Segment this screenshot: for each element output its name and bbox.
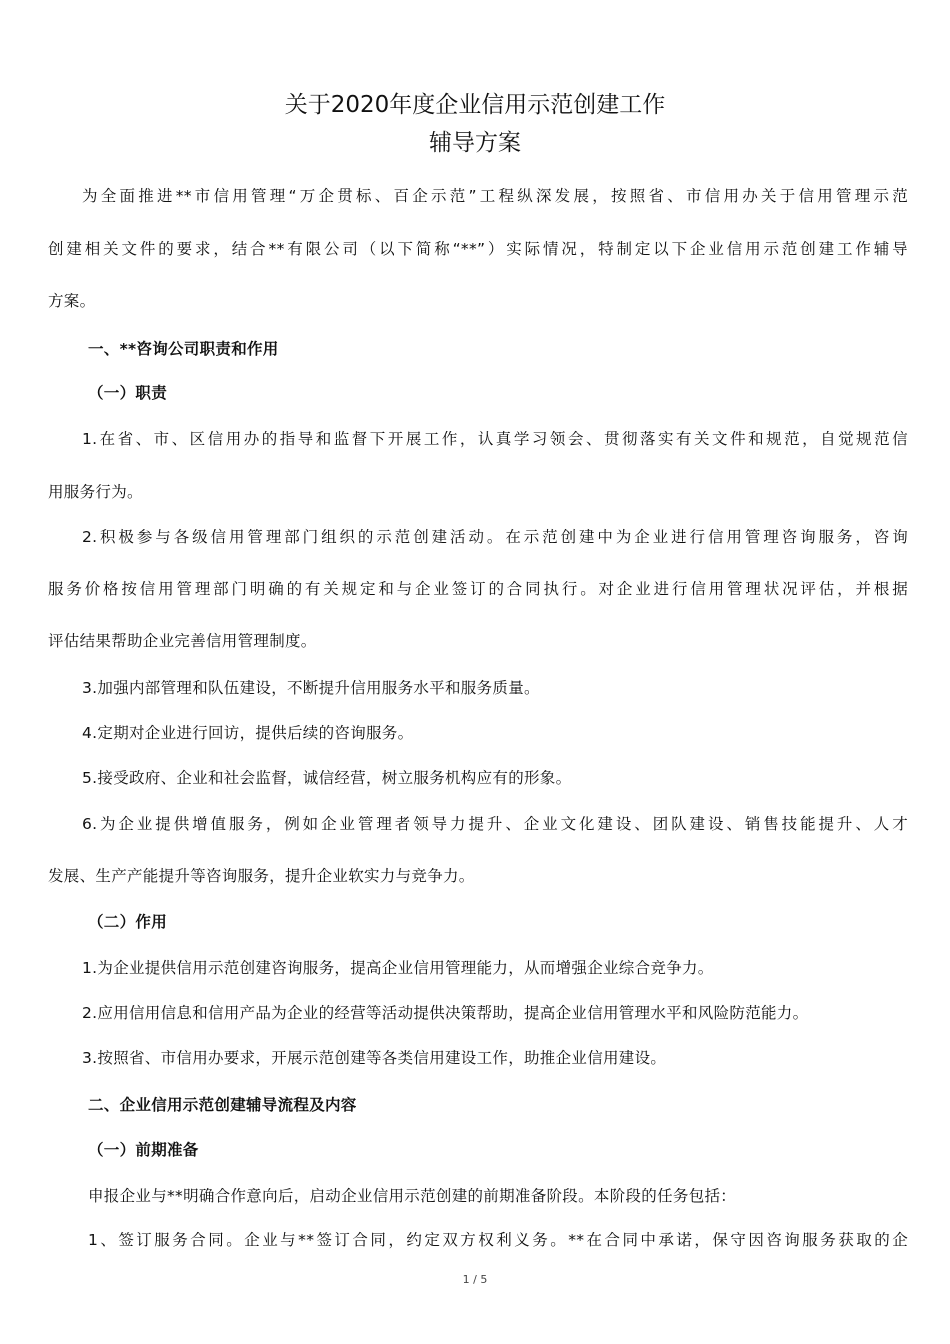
section-2-heading: 二、企业信用示范创建辅导流程及内容 bbox=[88, 1096, 357, 1114]
page-number: 1 / 5 bbox=[462, 1273, 488, 1286]
duty-item-2-line-2: 服务价格按信用管理部门明确的有关规定和与企业签订的合同执行。对企业进行信用管理状况评估，并根据 bbox=[48, 580, 908, 598]
duty-item-5: 5.接受政府、企业和社会监督，诚信经营，树立服务机构应有的形象。 bbox=[82, 769, 572, 787]
role-item-1: 1.为企业提供信用示范创建咨询服务，提高企业信用管理能力，从而增强企业综合竞争力。 bbox=[82, 959, 714, 977]
role-item-3: 3.按照省、市信用办要求，开展示范创建等各类信用建设工作，助推企业信用建设。 bbox=[82, 1049, 667, 1067]
prep-paragraph: 申报企业与**明确合作意向后，启动企业信用示范创建的前期准备阶段。本阶段的任务包括： bbox=[88, 1187, 737, 1205]
prep-item-1: 1、签订服务合同。企业与**签订合同，约定双方权利义务。**在合同中承诺，保守因咨询服务获取的企 bbox=[88, 1231, 908, 1249]
section-1-2-heading: （二）作用 bbox=[88, 913, 168, 931]
duty-item-3: 3.加强内部管理和队伍建设，不断提升信用服务水平和服务质量。 bbox=[82, 679, 540, 697]
role-item-2: 2.应用信用信息和信用产品为企业的经营等活动提供决策帮助，提高企业信用管理水平和风险防范能力。 bbox=[82, 1004, 809, 1022]
document-subtitle: 辅导方案 bbox=[429, 130, 521, 156]
duty-item-6-line-2: 发展、生产产能提升等咨询服务，提升企业软实力与竞争力。 bbox=[48, 867, 475, 885]
duty-item-4: 4.定期对企业进行回访，提供后续的咨询服务。 bbox=[82, 724, 414, 742]
intro-line-1: 为全面推进**市信用管理“万企贯标、百企示范”工程纵深发展，按照省、市信用办关于信用管理示范 bbox=[82, 187, 908, 205]
duty-item-6-line-1: 6.为企业提供增值服务，例如企业管理者领导力提升、企业文化建设、团队建设、销售技能提升、人才 bbox=[82, 815, 908, 833]
intro-line-3: 方案。 bbox=[48, 292, 96, 310]
duty-item-1-line-1: 1.在省、市、区信用办的指导和监督下开展工作，认真学习领会、贯彻落实有关文件和规范，自觉规范信 bbox=[82, 430, 908, 448]
section-1-heading: 一、**咨询公司职责和作用 bbox=[88, 340, 279, 358]
section-2-1-heading: （一）前期准备 bbox=[88, 1141, 199, 1159]
section-1-1-heading: （一）职责 bbox=[88, 384, 168, 402]
duty-item-2-line-1: 2.积极参与各级信用管理部门组织的示范创建活动。在示范创建中为企业进行信用管理咨询服务，咨询 bbox=[82, 528, 908, 546]
document-title: 关于2020年度企业信用示范创建工作 bbox=[284, 92, 666, 118]
intro-line-2: 创建相关文件的要求，结合**有限公司（以下简称“**”）实际情况，特制定以下企业信用示范创建工作辅导 bbox=[48, 240, 908, 258]
duty-item-1-line-2: 用服务行为。 bbox=[48, 483, 143, 501]
duty-item-2-line-3: 评估结果帮助企业完善信用管理制度。 bbox=[48, 632, 317, 650]
